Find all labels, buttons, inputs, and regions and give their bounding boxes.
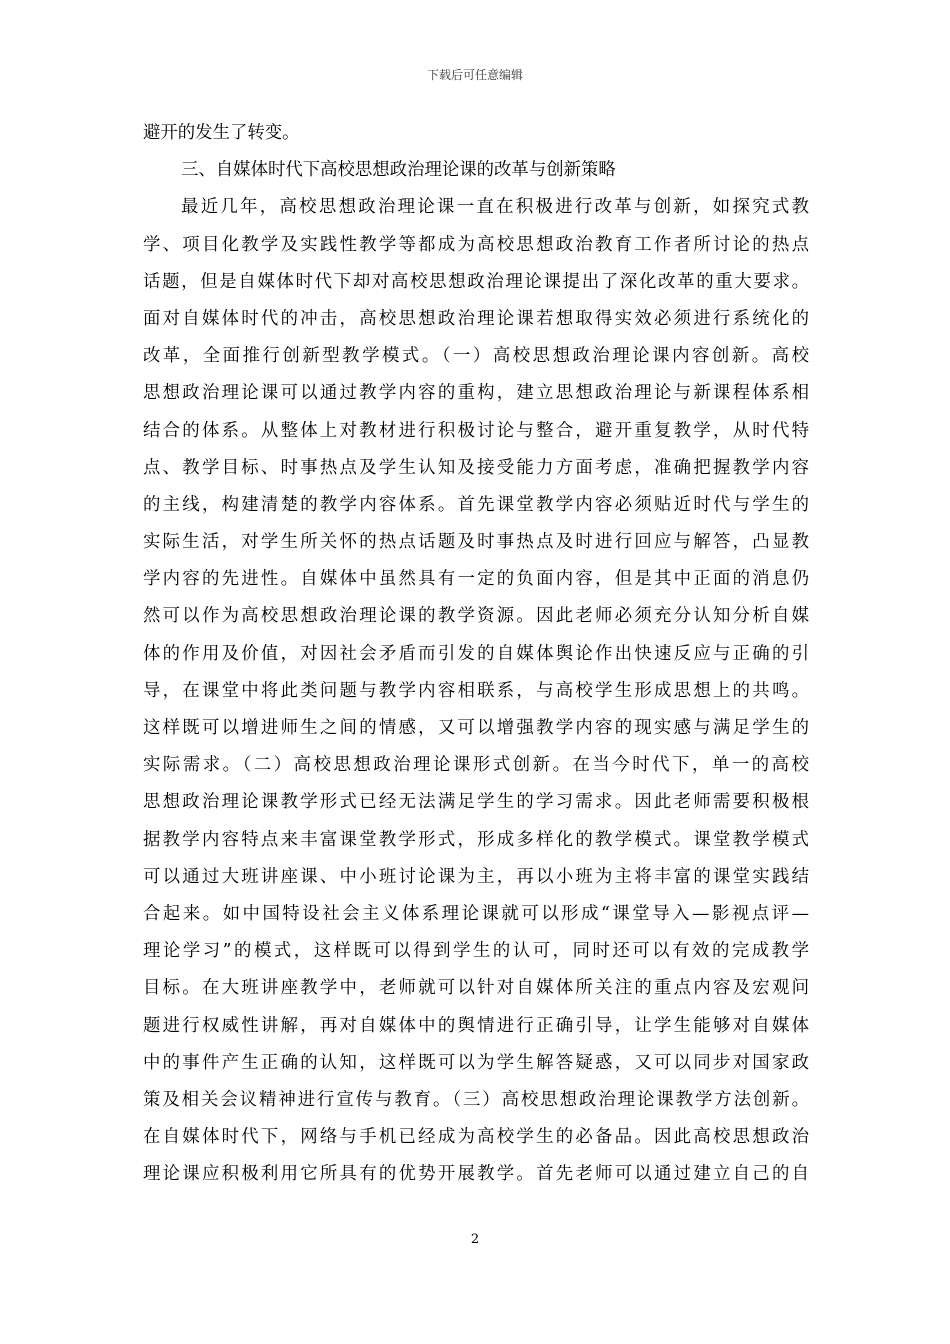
section-heading: 三、自媒体时代下高校思想政治理论课的改革与创新策略 — [181, 160, 616, 181]
text-line: 最近几年，高校思想政治理论课一直在积极进行改革与创新，如探究式教 — [181, 197, 809, 218]
text-line: 策及相关会议精神进行宣传与教育。（三）高校思想政治理论课教学方法创新。 — [143, 1089, 809, 1110]
text-line: 这样既可以增进师生之间的情感，又可以增强教学内容的现实感与满足学生的 — [143, 718, 809, 738]
text-line: 实际需求。（二）高校思想政治理论课形式创新。在当今时代下，单一的高校 — [143, 755, 809, 776]
text-line: 可以通过大班讲座课、中小班讨论课为主，再以小班为主将丰富的课堂实践结 — [143, 866, 809, 887]
text-line: 结合的体系。从整体上对教材进行积极讨论与整合，避开重复教学，从时代特 — [143, 420, 809, 441]
text-line: 题进行权威性讲解，再对自媒体中的舆情进行正确引导，让学生能够对自媒体 — [143, 1015, 809, 1036]
text-line: 合起来。如中国特设社会主义体系理论课就可以形成“课堂导入—影视点评— — [143, 903, 809, 924]
text-line: 理论学习”的模式，这样既可以得到学生的认可，同时还可以有效的完成教学 — [143, 941, 809, 962]
text-line: 据教学内容特点来丰富课堂教学形式，形成多样化的教学模式。课堂教学模式 — [143, 829, 809, 850]
text-line: 理论课应积极利用它所具有的优势开展教学。首先老师可以通过建立自己的自 — [143, 1164, 809, 1185]
text-line: 目标。在大班讲座教学中，老师就可以针对自媒体所关注的重点内容及宏观问 — [143, 978, 809, 999]
text-line: 思想政治理论课可以通过教学内容的重构，建立思想政治理论与新课程体系相 — [143, 383, 809, 404]
text-line: 的主线，构建清楚的教学内容体系。首先课堂教学内容必须贴近时代与学生的 — [143, 494, 809, 515]
text-line: 在自媒体时代下，网络与手机已经成为高校学生的必备品。因此高校思想政治 — [143, 1127, 809, 1148]
text-line: 然可以作为高校思想政治理论课的教学资源。因此老师必须充分认知分析自媒 — [143, 606, 809, 627]
page-number: 2 — [470, 1232, 480, 1247]
text-line: 学内容的先进性。自媒体中虽然具有一定的负面内容，但是其中正面的消息仍 — [143, 569, 809, 590]
text-line: 中的事件产生正确的认知，这样既可以为学生解答疑惑，又可以同步对国家政 — [143, 1052, 809, 1073]
text-line: 实际生活，对学生所关怀的热点话题及时事热点及时进行回应与解答，凸显教 — [143, 532, 809, 553]
text-line: 点、教学目标、时事热点及学生认知及接受能力方面考虑，准确把握教学内容 — [143, 457, 809, 478]
text-line: 话题，但是自媒体时代下却对高校思想政治理论课提出了深化改革的重大要求。 — [143, 271, 809, 292]
text-line: 思想政治理论课教学形式已经无法满足学生的学习需求。因此老师需要积极根 — [143, 792, 809, 813]
text-line: 导，在课堂中将此类问题与教学内容相联系，与高校学生形成思想上的共鸣。 — [143, 680, 809, 701]
text-line: 避开的发生了转变。 — [143, 123, 300, 143]
text-line: 面对自媒体时代的冲击，高校思想政治理论课若想取得实效必须进行系统化的 — [143, 308, 809, 329]
text-line: 学、项目化教学及实践性教学等都成为高校思想政治教育工作者所讨论的热点 — [143, 234, 809, 255]
page-header: 下载后可任意编辑 — [426, 68, 523, 82]
body-text — [143, 115, 809, 1193]
text-line: 体的作用及价值，对因社会矛盾而引发的自媒体舆论作出快速反应与正确的引 — [143, 643, 809, 664]
text-line: 改革，全面推行创新型教学模式。（一）高校思想政治理论课内容创新。高校 — [143, 346, 809, 367]
